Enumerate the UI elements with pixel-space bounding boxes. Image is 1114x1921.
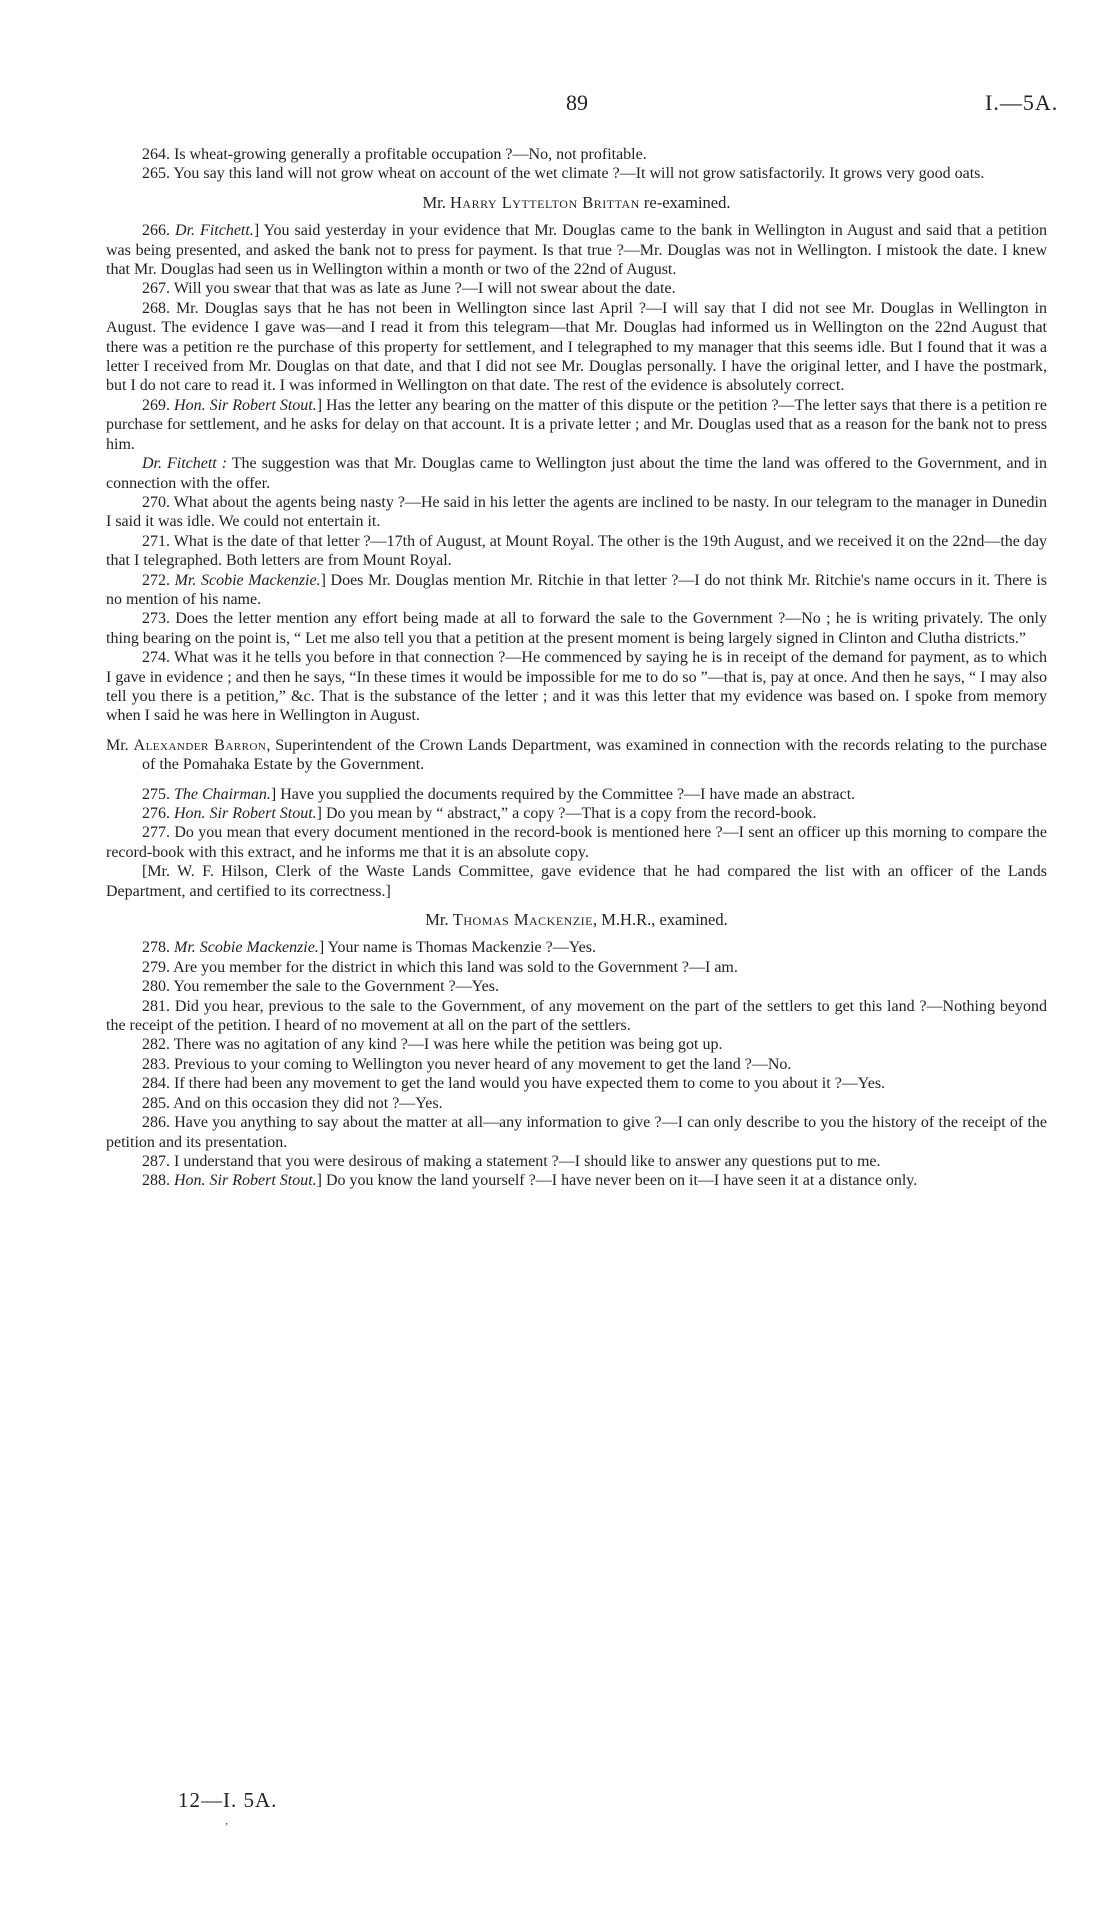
witness-heading-mackenzie: [106, 910, 1047, 929]
question-text: ] Does Mr. Douglas mention Mr. Ritchie in that letter ?—I do not think Mr. Ritchie's name occurs in it. There is no mention of his name.: [106, 571, 1047, 608]
speaker: Dr. Fitchett.: [175, 222, 254, 240]
page-number: 89: [566, 90, 588, 115]
question-285: 285. And on this occasion they did not ?—Yes.: [142, 1094, 443, 1112]
question-number: 266.: [142, 222, 176, 240]
question-283: 283. Previous to your coming to Wellington you never heard of any movement to get the land ?—No.: [142, 1055, 792, 1073]
signature-mark: 12—I. 5A.: [178, 1788, 278, 1812]
question-number: 275.: [142, 785, 174, 803]
speaker: Mr. Scobie Mackenzie.: [174, 571, 321, 589]
question-text: ] Do you know the land yourself ?—I have never been on it—I have seen it at a distance only.: [316, 1172, 918, 1190]
question-265: 265. You say this land will not grow wheat on account of the wet climate ?—It will not grow satisfactorily. It grows very good oats.: [142, 165, 985, 183]
remark-text: The suggestion was that Mr. Douglas came to Wellington just about the time the land was offered to the Government, and in connection with the offer.: [106, 455, 1047, 492]
question-277: 277. Do you mean that every document mentioned in the record-book is mentioned here ?—I sent an officer up this morning to compare the record-book with this extract, and he informs me that it is an absolute copy.: [106, 824, 1047, 861]
question-272: [106, 571, 1047, 610]
witness-name: Alexander Barron: [133, 736, 267, 754]
witness-description: , Superintendent of the Crown Lands Department, was examined in connection with the records relating to the purchase of the Pomahaka Estate by the Government.: [142, 736, 1048, 774]
question-269: [106, 396, 1047, 454]
question-281: 281. Did you hear, previous to the sale to the Government, of any movement on the part of the settlers to get this land ?—Nothing beyond the receipt of the petition. I heard of no movement at all on the part of the settlers.: [106, 997, 1047, 1035]
question-288: [106, 1171, 1047, 1190]
speaker: Hon. Sir Robert Stout.: [174, 805, 317, 822]
question-267: 267. Will you swear that that was as late as June ?—I will not swear about the date.: [142, 280, 676, 298]
question-number: 278.: [142, 939, 174, 957]
question-text: ] Do you mean by “ abstract,” a copy ?—That is a copy from the record-book.: [316, 805, 817, 822]
heading-prefix: Mr.: [106, 736, 134, 754]
witness-name: Harry Lyttelton Brittan: [450, 192, 640, 212]
question-text: ] You said yesterday in your evidence that Mr. Douglas came to the bank in Wellington in August and said that a petition was being presented, and asked the bank not to press for payment. Is that true ?—Mr. Douglas was not in Wellington. I mistook the date. I knew that Mr. Douglas had seen us in Wellington within a month or two of the 22nd of August.: [106, 222, 1048, 279]
speaker: The Chairman.: [174, 785, 271, 803]
question-number: 272.: [142, 571, 175, 589]
question-282: 282. There was no agitation of any kind ?—I was here while the petition was being got up.: [142, 1036, 723, 1054]
paper-reference: I.—5A.: [985, 90, 1059, 115]
question-268: 268. Mr. Douglas says that he has not been in Wellington since last April ?—I will say that I did not see Mr. Douglas in Wellington in August. The evidence I gave was—and I read it from this telegram—that Mr. Douglas had informed us in Wellington on the 22nd August that there was a petition re the purchase of this property for settlement, and I telegraphed to my manager that this seems idle. But I found that it was a letter I received from Mr. Douglas on that date, and that I did not see Mr. Douglas personally. I have the original letter, and I have the postmark, but I do not care to read it. I was informed in Wellington on that date. The rest of the evidence is absolutely correct.: [106, 299, 1047, 395]
question-280: 280. You remember the sale to the Government ?—Yes.: [142, 978, 499, 996]
question-text: ] Has the letter any bearing on the matter of this dispute or the petition ?—The letter says that there is a petition re purchase for settlement, and he asks for delay on that account. It is a private letter ; and Mr. Douglas used that as a reason for the bank not to press him.: [106, 396, 1047, 453]
question-266: [106, 221, 1047, 279]
heading-prefix: Mr.: [422, 192, 450, 212]
question-271: 271. What is the date of that letter ?—17th of August, at Mount Royal. The other is the 19th August, and we received it on the 22nd—the day that I telegraphed. Both letters are from Mount Royal.: [106, 532, 1047, 570]
witness-name: Thomas Mackenzie: [452, 910, 593, 930]
question-279: 279. Are you member for the district in which this land was sold to the Government ?—I am.: [142, 958, 738, 976]
question-273: 273. Does the letter mention any effort being made at all to forward the sale to the Government ?—No ; he is writing privately. The only thing bearing on the point is, “ Let me also tell you that a petition at the present moment is being largely signed in Clinton and Clutha districts.”: [106, 610, 1047, 647]
remark-fitchett: [106, 454, 1047, 493]
question-276: [106, 804, 1047, 823]
question-278: [106, 938, 1047, 957]
question-286: 286. Have you anything to say about the matter at all—any information to give ?—I can only describe to you the history of the receipt of the petition and its presentation.: [106, 1114, 1047, 1151]
speaker: Dr. Fitchett :: [142, 455, 228, 473]
question-287: 287. I understand that you were desirous of making a statement ?—I should like to answer any questions put to me.: [142, 1152, 881, 1170]
question-270: 270. What about the agents being nasty ?—He said in his letter the agents are inclined to be nasty. In our telegram to the manager in Dunedin I said it was idle. We could not entertain it.: [106, 493, 1047, 531]
page-body: [106, 145, 1047, 1191]
page-header: [0, 90, 1114, 120]
question-number: 269.: [142, 396, 175, 414]
question-274: 274. What was it he tells you before in that connection ?—He commenced by saying he is in receipt of the demand for payment, as to which I gave in evidence ; and then he says, “In these times it would be impossible for me to do so ”—that is, pay at once. And then he says, “ I may also tell you there is a petition,” &c. That is the substance of the letter ; and it was this letter that my evidence was based on. I spoke from memory when I said he was here in Wellington in August.: [106, 649, 1047, 725]
question-284: 284. If there had been any movement to get the land would you have expected them to come to you about it ?—Yes.: [142, 1075, 886, 1093]
witness-heading-brittan: [106, 193, 1047, 212]
speaker: Hon. Sir Robert Stout.: [174, 1172, 317, 1190]
heading-suffix: re-examined.: [639, 192, 731, 212]
heading-prefix: Mr.: [425, 910, 453, 930]
speaker: Hon. Sir Robert Stout.: [174, 396, 317, 414]
editorial-note: [Mr. W. F. Hilson, Clerk of the Waste Lands Committee, gave evidence that he had compared the list with an officer of the Lands Department, and certified to its correctness.]: [106, 863, 1047, 900]
question-text: ] Your name is Thomas Mackenzie ?—Yes.: [318, 939, 596, 957]
question-text: ] Have you supplied the documents required by the Committee ?—I have made an abstract.: [270, 785, 856, 803]
question-number: 276.: [142, 805, 174, 822]
question-275: [106, 785, 1047, 804]
question-264: 264. Is wheat-growing generally a profitable occupation ?—No, not profitable.: [142, 146, 647, 163]
witness-intro-barron: [106, 736, 1047, 775]
question-number: 288.: [142, 1172, 174, 1190]
printer-tick-mark: ’: [225, 1822, 229, 1833]
heading-suffix: , M.H.R., examined.: [593, 910, 728, 930]
speaker: Mr. Scobie Mackenzie.: [174, 939, 319, 957]
